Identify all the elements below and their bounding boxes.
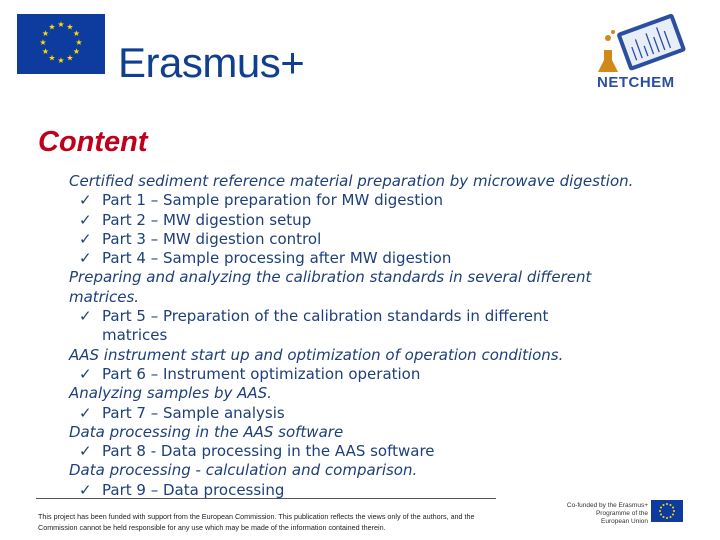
footer-disclaimer: This project has been funded with support from the European Commission. This publication reflects the views only of the authors, and the Commission cannot be held responsible for any use which may be made of the information contained therein. bbox=[38, 512, 475, 532]
footer-rule bbox=[36, 498, 496, 499]
checklist-item-label: Part 5 – Preparation of the calibration standards in different bbox=[102, 307, 549, 326]
svg-text:★: ★ bbox=[75, 38, 83, 47]
svg-text:★: ★ bbox=[48, 22, 56, 32]
svg-text:★: ★ bbox=[72, 29, 81, 38]
checklist-item-label: Part 3 – MW digestion control bbox=[102, 229, 322, 248]
checklist-item bbox=[69, 249, 709, 268]
checklist-item-label: Part 6 – Instrument optimization operation bbox=[102, 364, 421, 383]
section-heading: Data processing in the AAS software bbox=[69, 422, 344, 441]
section-heading: Analyzing samples by AAS. bbox=[69, 384, 272, 403]
svg-text:★: ★ bbox=[41, 29, 50, 38]
checklist-item-label: Part 1 – Sample preparation for MW digestion bbox=[102, 191, 444, 210]
eu-flag bbox=[17, 14, 105, 74]
cofund-eu-flag bbox=[651, 500, 683, 522]
checklist-item bbox=[69, 365, 709, 384]
section-heading: AAS instrument start up and optimization of operation conditions. bbox=[69, 345, 564, 364]
section-heading: matrices. bbox=[69, 287, 140, 306]
checklist-item-label: Part 8 - Data processing in the AAS software bbox=[102, 442, 435, 461]
svg-text:★: ★ bbox=[66, 53, 74, 63]
cofund-text: Co-funded by the Erasmus+ Programme of the European Union bbox=[566, 502, 648, 525]
checklist-item bbox=[69, 442, 709, 461]
checklist-item bbox=[69, 191, 709, 210]
checklist-item-label: Part 2 – MW digestion setup bbox=[102, 210, 312, 229]
checklist-item-label: Part 9 – Data processing bbox=[102, 480, 285, 499]
erasmus-plus-logo: Erasmus+ bbox=[118, 39, 305, 86]
checklist-item bbox=[69, 211, 709, 230]
checklist-item bbox=[69, 404, 709, 423]
checkmark-icon: ✓ bbox=[79, 210, 92, 229]
svg-text:★: ★ bbox=[57, 20, 65, 29]
svg-text:★: ★ bbox=[66, 22, 74, 32]
checklist-item-continuation: matrices bbox=[102, 326, 168, 345]
svg-text:★: ★ bbox=[48, 53, 56, 63]
section-heading: Certified sediment reference material preparation by microwave digestion. bbox=[69, 172, 634, 190]
checkmark-icon: ✓ bbox=[79, 229, 92, 248]
checkmark-icon: ✓ bbox=[79, 307, 92, 326]
page-title: Content bbox=[38, 126, 148, 158]
checklist-item bbox=[69, 307, 709, 326]
checkmark-icon: ✓ bbox=[79, 403, 92, 422]
checkmark-icon: ✓ bbox=[79, 480, 92, 499]
section-heading: Preparing and analyzing the calibration standards in several different bbox=[69, 268, 592, 287]
checkmark-icon: ✓ bbox=[79, 442, 92, 461]
content-list bbox=[69, 172, 709, 500]
svg-text:★: ★ bbox=[39, 38, 47, 47]
checkmark-icon: ✓ bbox=[79, 191, 92, 210]
netchem-label: NETCHEM bbox=[597, 74, 675, 91]
section-heading: Data processing - calculation and comparison. bbox=[69, 461, 418, 480]
checklist-item-label: Part 7 – Sample analysis bbox=[102, 403, 285, 422]
checklist-item bbox=[69, 230, 709, 249]
checklist-item-label: Part 4 – Sample processing after MW digestion bbox=[102, 249, 452, 268]
checkmark-icon: ✓ bbox=[79, 364, 92, 383]
svg-text:★: ★ bbox=[72, 47, 81, 56]
svg-text:★: ★ bbox=[57, 56, 65, 65]
svg-text:★: ★ bbox=[41, 47, 50, 56]
checkmark-icon: ✓ bbox=[79, 249, 92, 268]
